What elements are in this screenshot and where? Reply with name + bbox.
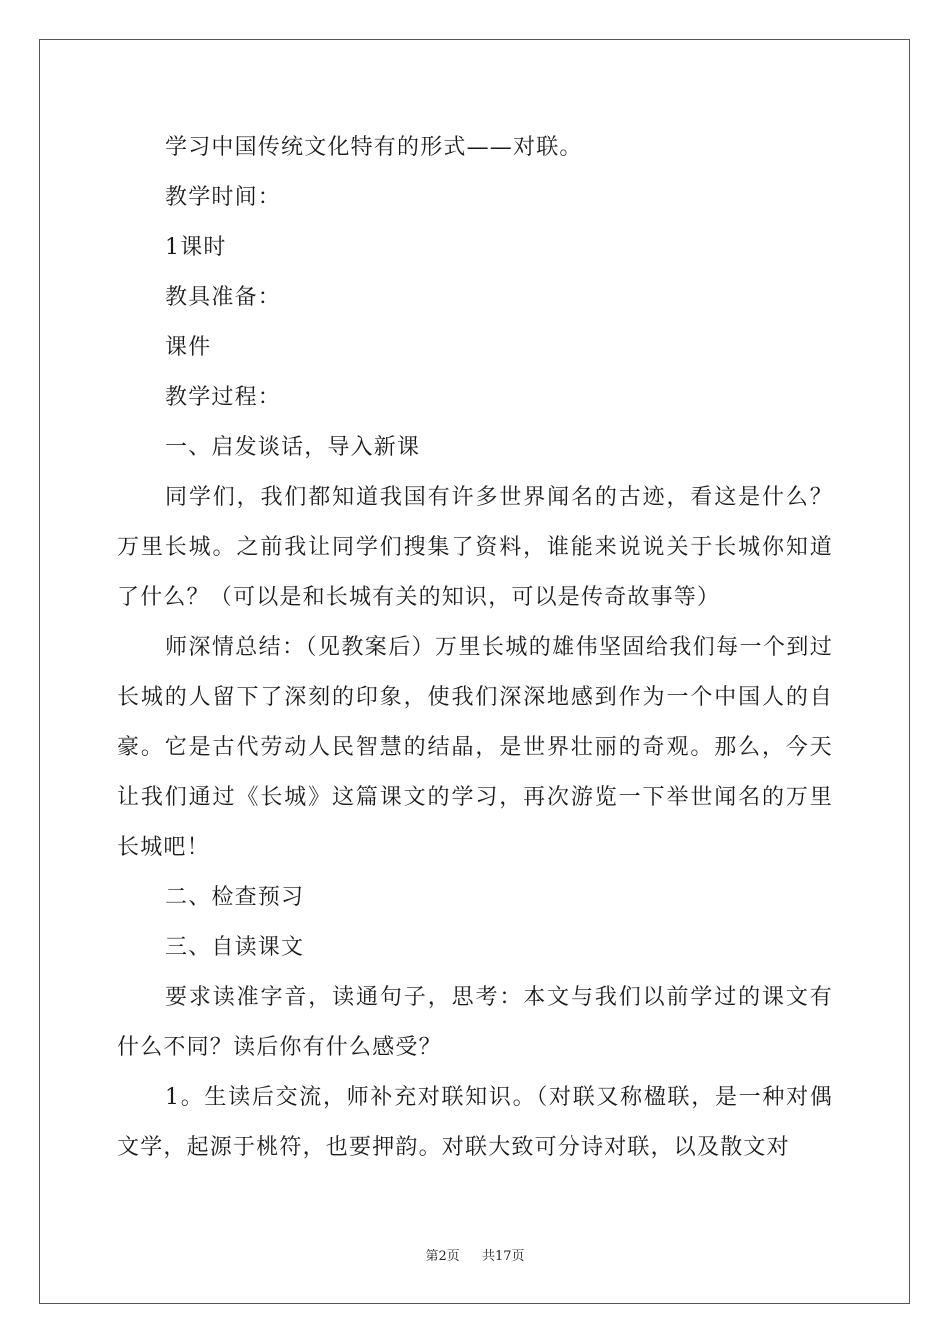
paragraph: 要求读准字音，读通句子，思考：本文与我们以前学过的课文有什么不同？读后你有什么感受？	[117, 985, 833, 1060]
page-footer	[0, 1245, 950, 1264]
section-heading: 三、自读课文	[165, 935, 305, 960]
paragraph: 1课时	[165, 235, 227, 260]
section-heading: 二、检查预习	[165, 885, 305, 910]
paragraph: 同学们，我们都知道我国有许多世界闻名的古迹，看这是什么？万里长城。之前我让同学们搜集了资料，谁能来说说关于长城你知道了什么？（可以是和长城有关的知识，可以是传奇故事等）	[117, 485, 833, 610]
paragraph: 教具准备：	[165, 285, 282, 310]
page-total: 共17页	[482, 1249, 525, 1264]
section-heading: 一、启发谈话，导入新课	[165, 435, 421, 460]
paragraph: 教学时间：	[165, 185, 282, 210]
page-number: 第2页	[425, 1249, 460, 1264]
document-body	[117, 123, 833, 1173]
paragraph: 1。生读后交流，师补充对联知识。（对联又称楹联，是一种对偶文学，起源于桃符，也要押韵。对联大致可分诗对联，以及散文对	[117, 1085, 833, 1160]
paragraph: 教学过程：	[165, 385, 282, 410]
paragraph: 师深情总结：（见教案后）万里长城的雄伟坚固给我们每一个到过长城的人留下了深刻的印象，使我们深深地感到作为一个中国人的自豪。它是古代劳动人民智慧的结晶，是世界壮丽的奇观。那么，今天让我们通过《长城》这篇课文的学习，再次游览一下举世闻名的万里长城吧！	[117, 635, 833, 860]
paragraph: 学习中国传统文化特有的形式——对联。	[165, 135, 583, 160]
paragraph: 课件	[165, 335, 212, 360]
